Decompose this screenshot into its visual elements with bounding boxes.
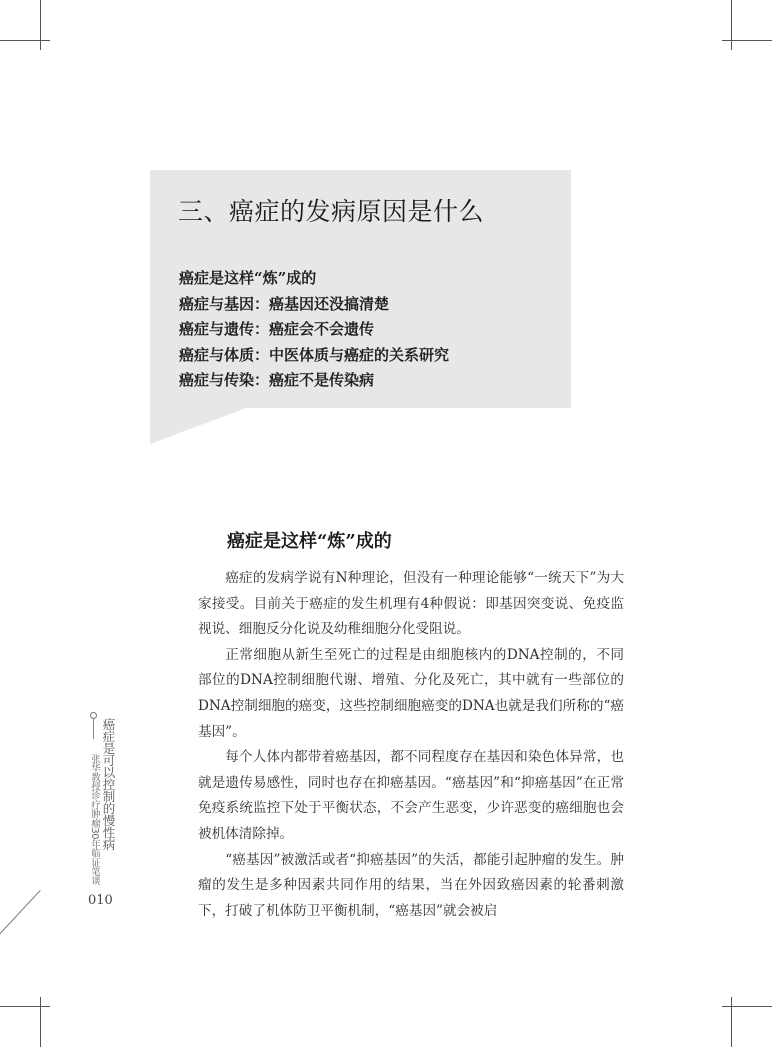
body-text [198,566,624,924]
book-title: 癌症是可以控制的慢性病 [101,718,116,850]
crop-mark-bl-h [0,1006,50,1007]
crop-mark-tl-h [0,40,50,41]
toc-item: 癌症与体质：中医体质与癌症的关系研究 [179,345,450,364]
margin-diagonal-line [0,890,41,943]
paragraph: 正常细胞从新生至死亡的过程是由细胞核内的DNA控制的，不同部位的DNA控制细胞代谢、增殖、分化及死亡，其中就有一些部位的DNA控制细胞的癌变，这些控制细胞癌变的DNA也就是我们所称的“癌基因”。 [198,646,624,740]
chapter-toc [179,266,449,394]
page-number: 010 [88,893,113,908]
crop-mark-bl-v [40,997,41,1047]
crop-mark-tl-v [40,0,41,50]
crop-mark-br-h [722,1006,772,1007]
toc-item: 癌症是这样“炼”成的 [179,269,317,287]
crop-mark-tr-v [731,0,732,50]
toc-item: 癌症与遗传：癌症会不会遗传 [179,320,375,338]
chapter-title: 三、癌症的发病原因是什么 [178,197,485,226]
paragraph: “癌基因”被激活或者“抑癌基因”的失活，都能引起肿瘤的发生。肿瘤的发生是多种因素共同作用的结果，当在外因致癌因素的轮番刺激下，打破了机体防卫平衡机制，“癌基因”就会被启 [198,851,624,919]
toc-item: 癌症与基因：癌基因还没搞清楚 [179,294,390,313]
chapter-box-tail [150,408,246,444]
series-title: 张华教授诊疗肿瘤30年临证笔谈 [89,754,100,886]
toc-item: 癌症与传染：癌症不是传染病 [179,371,375,389]
margin-running-title [88,718,116,898]
paragraph: 癌症的发病学说有N种理论，但没有一种理论能够“一统天下”为大家接受。目前关于癌症的发生机理有4种假说：即基因突变说、免疫监视说、细胞反分化说及幼稚细胞分化受阻说。 [198,570,624,638]
crop-mark-tr-h [722,40,772,41]
section-heading: 癌症是这样“炼”成的 [227,531,392,552]
paragraph: 每个人体内都带着癌基因，都不同程度存在基因和染色体异常，也就是遗传易感性，同时也存在抑癌基因。“癌基因”和“抑癌基因”在正常免疫系统监控下处于平衡状态，不会产生恶变，少许恶变的癌细胞也会被机体清除掉。 [198,749,624,842]
crop-mark-br-v [731,997,732,1047]
